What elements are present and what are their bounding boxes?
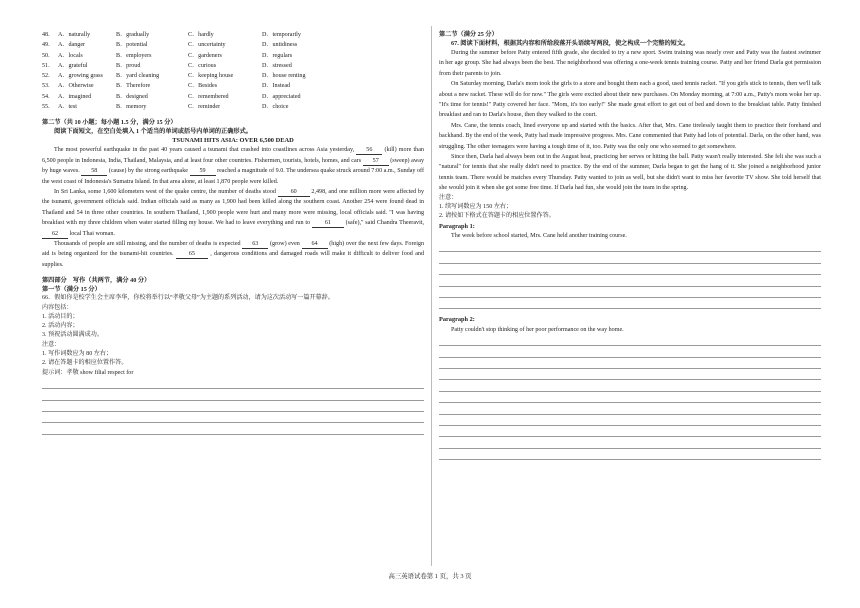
option-a[interactable]: A．imagined bbox=[58, 93, 92, 100]
option-c[interactable]: C．Besides bbox=[188, 83, 218, 90]
option-b[interactable]: B．Therefore bbox=[116, 83, 151, 90]
note-label: 注意： bbox=[42, 341, 61, 348]
note-1: 1. 写作词数应为 80 左右； bbox=[42, 351, 113, 358]
question-number: 50. bbox=[42, 52, 50, 59]
option-d[interactable]: D．untidiness bbox=[262, 42, 298, 49]
option-b[interactable]: B．yard cleaning bbox=[116, 73, 160, 80]
option-b[interactable]: B．employers bbox=[116, 52, 152, 59]
blank-62[interactable]: 62 bbox=[42, 230, 68, 239]
note-2: 2. 请在答题卡的相应位置作答。 bbox=[42, 360, 128, 367]
option-a[interactable]: A．growing grass bbox=[58, 73, 103, 80]
question-number: 55. bbox=[42, 104, 50, 111]
right-heading: 第二节（满分 25 分） bbox=[439, 31, 498, 38]
option-d[interactable]: D．temporarily bbox=[262, 32, 301, 38]
option-d[interactable]: D．choice bbox=[262, 104, 289, 111]
blank-57[interactable]: 57 bbox=[363, 157, 389, 166]
left-column bbox=[42, 30, 424, 435]
option-b[interactable]: B．designed bbox=[116, 93, 148, 100]
option-row bbox=[42, 40, 424, 50]
content-item-2: 2. 活动内容； bbox=[42, 323, 79, 330]
option-c[interactable]: C．uncertainty bbox=[188, 42, 226, 49]
option-a[interactable]: A．naturally bbox=[58, 32, 91, 38]
option-row bbox=[42, 71, 424, 81]
blank-61[interactable]: 61 bbox=[312, 219, 344, 228]
blank-64[interactable]: 64 bbox=[302, 240, 328, 249]
content-item-1: 1. 活动目的； bbox=[42, 313, 79, 320]
content-label: 内容包括： bbox=[42, 304, 73, 311]
option-b[interactable]: B．memory bbox=[116, 104, 147, 111]
option-row bbox=[42, 81, 424, 91]
option-row bbox=[42, 51, 424, 61]
option-row bbox=[42, 61, 424, 71]
option-row bbox=[42, 30, 424, 40]
option-b[interactable]: B．proud bbox=[116, 62, 141, 69]
blank-56[interactable]: 56 bbox=[356, 146, 382, 155]
option-d[interactable]: D．Instead bbox=[262, 83, 291, 90]
page-footer: 高三英语试卷第 1 页，共 3 页 bbox=[388, 573, 472, 580]
option-row bbox=[42, 92, 424, 102]
part4-sub1: 第一节（满分 15 分） bbox=[42, 286, 101, 294]
blank-60[interactable]: 60 bbox=[278, 188, 310, 197]
column-divider bbox=[431, 26, 432, 566]
section2-instruction: 阅读下面短文，在空白处填入 1 个适当的单词或括号内单词的正确形式。 bbox=[54, 128, 252, 136]
passage-title: TSUNAMI HITS ASIA: OVER 6,500 DEAD bbox=[172, 137, 294, 145]
content-item-3: 3. 预祝活动圆满成功。 bbox=[42, 332, 103, 339]
blank-58[interactable]: 58 bbox=[81, 167, 107, 176]
option-c[interactable]: C．gardeners bbox=[188, 52, 222, 59]
passage-paragraph-2: In Sri Lanka, some 1,600 kilometers west of the quake centre, the number of deaths stood 60 2,498, and one million more were affected by the tsunami, government officials said. Indian officials said as many as 1,900 had been killed along the southern coast. Another 254 were found dead in Thailand and 54 in three other countries. In southern Thailand, 1,900 people were hurt and many more were missing, local officials said. "I was having breakfast with my three children when water started filling my house. We had to leave everything and run to 61 (safe)," said Chandra Theeravit, 62 local Thai woman. bbox=[42, 189, 425, 237]
option-d[interactable]: D．stressed bbox=[262, 62, 292, 69]
story-paragraph-1: During the summer before Patty entered fifth grade, she decided to try a new sport. Swim training was nearly over and Patty was the fastest swimmer in her age group. She had always been the best. The neighborhood was offering a one-week tennis training course. Patty and her friend Darla got permission from their parents to join. bbox=[439, 50, 821, 77]
paragraph-1-label: Paragraph 1: bbox=[439, 222, 475, 230]
passage-paragraph-1: The most powerful earthquake in the past 40 years caused a tsunami that crashed into coastlines across Asia yesterday, 56 (kill) more than 6,500 people in Indonesia, India, Thailand, Malaysia, and at least four other countries. Fishermen, tourists, hotels, homes, and cars 57 (sweep) away by huge waves. 58 (cause) by the strong earthquake 59 reached a magnitude of 9.0. The undersea quake struck around 7:00 a.m., Sunday off the west coast of Indonesia's Sumatra Island. In that area alone, at least 1,870 people were killed. bbox=[42, 147, 425, 185]
blank-59[interactable]: 59 bbox=[190, 167, 216, 176]
question-number: 48. bbox=[42, 32, 50, 38]
section2-heading: 第二节（共 10 小题；每小题 1.5 分，满分 15 分） bbox=[42, 119, 177, 127]
blank-65[interactable]: 65 bbox=[176, 250, 208, 259]
option-c[interactable]: C．curious bbox=[188, 62, 217, 69]
option-a[interactable]: A．grateful bbox=[58, 62, 88, 69]
writing-area-paragraph-2[interactable] bbox=[439, 335, 821, 460]
option-c[interactable]: C．hardly bbox=[188, 32, 214, 38]
option-b[interactable]: B．gradually bbox=[116, 32, 150, 38]
option-d[interactable]: D．regulars bbox=[262, 52, 293, 59]
writing-area-paragraph-1[interactable] bbox=[439, 241, 821, 309]
blank-63[interactable]: 63 bbox=[242, 240, 268, 249]
right-note-2: 2. 请按如下格式在答题卡的相应位置作答。 bbox=[439, 213, 555, 220]
option-row bbox=[42, 102, 424, 112]
question-number: 52. bbox=[42, 73, 50, 80]
writing-area-66[interactable] bbox=[42, 378, 424, 435]
paragraph-2-label: Paragraph 2: bbox=[439, 316, 475, 324]
option-d[interactable]: D．appreciated bbox=[262, 93, 301, 100]
option-c[interactable]: C．remembered bbox=[188, 93, 229, 100]
option-d[interactable]: D．house renting bbox=[262, 73, 306, 80]
option-a[interactable]: A．locals bbox=[58, 52, 83, 59]
option-a[interactable]: A．danger bbox=[58, 42, 86, 49]
right-note-1: 1. 续写词数应为 150 左右； bbox=[439, 203, 513, 210]
option-c[interactable]: C．reminder bbox=[188, 104, 221, 111]
question-number: 53. bbox=[42, 83, 50, 90]
right-column bbox=[439, 30, 821, 460]
option-c[interactable]: C．keeping house bbox=[188, 73, 234, 80]
right-note-label: 注意： bbox=[439, 194, 458, 201]
question-number: 54. bbox=[42, 93, 50, 100]
right-instruction: 67. 阅读下面材料，根据其内容和所给段落开头语续写两段，使之构成一个完整的短文。 bbox=[451, 40, 690, 47]
passage-paragraph-3: Thousands of people are still missing, and the number of deaths is expected 63 (grow) even 64 (high) over the next few days. Foreign aid is being organized for the tsunami-hit countries. 65 , dangerous conditions and damaged roads will make it difficult to deliver food and supplies. bbox=[42, 241, 424, 268]
hint-words: 提示词：孝敬 show filial respect for bbox=[42, 369, 134, 376]
question-number: 51. bbox=[42, 62, 50, 69]
cloze-options bbox=[42, 30, 424, 112]
option-a[interactable]: A．test bbox=[58, 104, 77, 111]
paragraph-2-start: Patty couldn't stop thinking of her poor performance on the way home. bbox=[451, 326, 624, 333]
story-paragraph-2: On Saturday morning, Darla's mom took the girls to a store and bought them each a good, used tennis racket. "If you girls stick to tennis, then we'll talk about a new racket. These will do for now." The girls were excited about their new purchases. On Monday morning, at 7:00 a.m., Patty's mom woke her up. "It's time for tennis!" Patty covered her face. "Mom, it's too early!" She made great effort to get out of bed and down to the breakfast table. Patty finished breakfast and ran to Darla's house, then they walked to the court. bbox=[439, 81, 821, 119]
paragraph-1-start: The week before school started, Mrs. Cane held another training course. bbox=[451, 233, 627, 240]
part4-heading: 第四部分 写作（共两节，满分 40 分） bbox=[42, 277, 151, 285]
question-number: 49. bbox=[42, 42, 50, 49]
option-a[interactable]: A．Otherwise bbox=[58, 83, 94, 90]
option-b[interactable]: B．potential bbox=[116, 42, 148, 49]
story-paragraph-3: Mrs. Cane, the tennis coach, lined everyone up and started with the basics. After that, Mrs. Cane tirelessly taught them to practice their forehand and backhand. By the end of the week, Patty had made impressive progress. Mrs. Cane commented that Patty had lots of potential. Darla, on the other hand, was struggling. The other teenagers were having a tough time of it, too. Patty was the only one who seemed to get somewhere. bbox=[439, 122, 821, 150]
story-paragraph-4: Since then, Darla had always been out in the August heat, practicing her serves or hitting the ball. Patty wasn't really interested. She felt she was such a "natural" for tennis that she really didn't need to practice. By the end of the summer, Darla began to get the hang of it. She joined a neighborhood junior tennis team. There would be matches every Thursday. Patty wanted to join as well, but she didn't want to miss her favorite TV show. She told herself that she would join it when she got some free time. If Darla had fun, she would join the team in the spring. bbox=[439, 154, 821, 192]
question-66: 66．假如你是校学生会主席李华，你校将举行以“孝敬父母”为主题的系列活动，请为这次活动写一篇开幕辞。 bbox=[42, 295, 334, 302]
